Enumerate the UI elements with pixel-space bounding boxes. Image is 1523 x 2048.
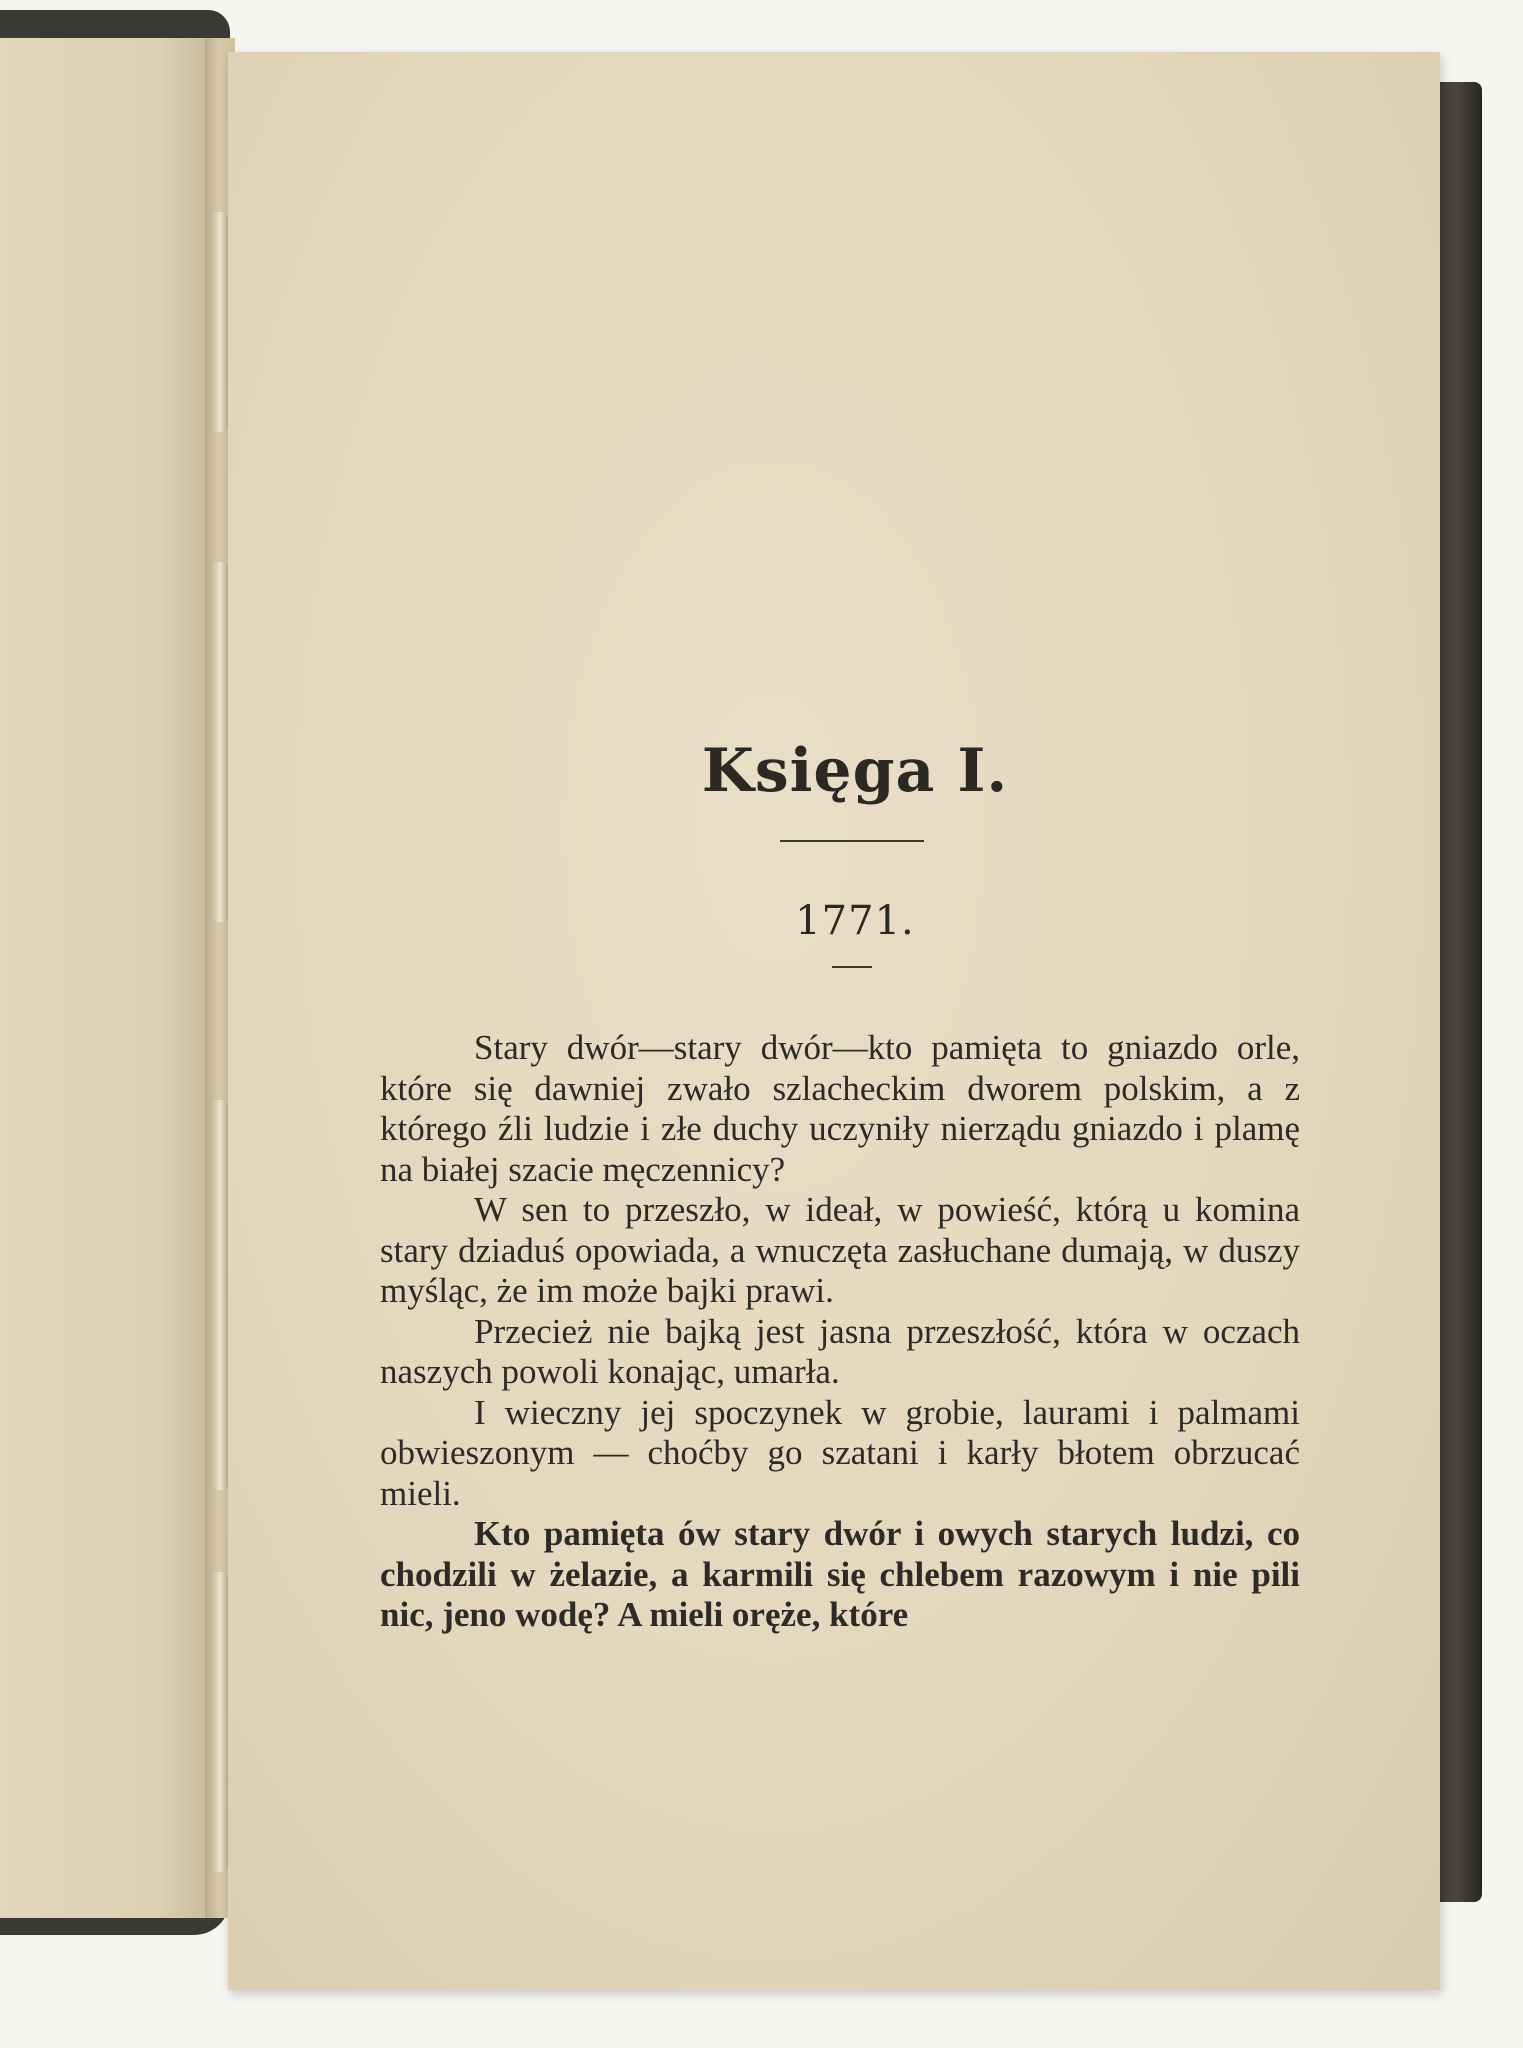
chapter-title: Księga I.	[701, 736, 1009, 806]
body-text	[380, 1028, 1300, 1636]
binding-stitch	[212, 212, 228, 432]
left-page	[0, 38, 212, 1918]
binding-stitch	[212, 1100, 228, 1490]
chapter-year: 1771.	[795, 898, 915, 944]
title-divider	[780, 840, 924, 842]
paragraph: Kto pamięta ów stary dwór i owych starych ludzi, co chodzili w żelazie, a karmili się chlebem razowym i nie pili nic, jeno wodę? A mieli oręże, które	[380, 1514, 1300, 1634]
paragraph: Stary dwór—stary dwór—kto pamięta to gniazdo orle, które się dawniej zwało szlacheckim dworem polskim, a z którego źli ludzie i złe duchy uczyniły nierządu gniazdo i plamę na białej szacie męczennicy?	[380, 1028, 1300, 1189]
year-divider	[832, 966, 872, 968]
page-content	[380, 736, 1300, 1636]
paragraph: I wieczny jej spoczynek w grobie, laurami i palmami obwieszonym — choćby go szatani i karły błotem obrzucać mieli.	[380, 1392, 1300, 1513]
paragraph: W sen to przeszło, w ideał, w powieść, którą u komina stary dziaduś opowiada, a wnuczęta zasłuchane dumają, w duszy myśląc, że im może bajki prawi.	[380, 1190, 1300, 1310]
binding-stitch	[212, 562, 228, 922]
paragraph: Przecież nie bajką jest jasna przeszłość, która w oczach naszych powoli konając, umarła.	[380, 1311, 1300, 1391]
binding-stitch	[212, 1572, 228, 1872]
